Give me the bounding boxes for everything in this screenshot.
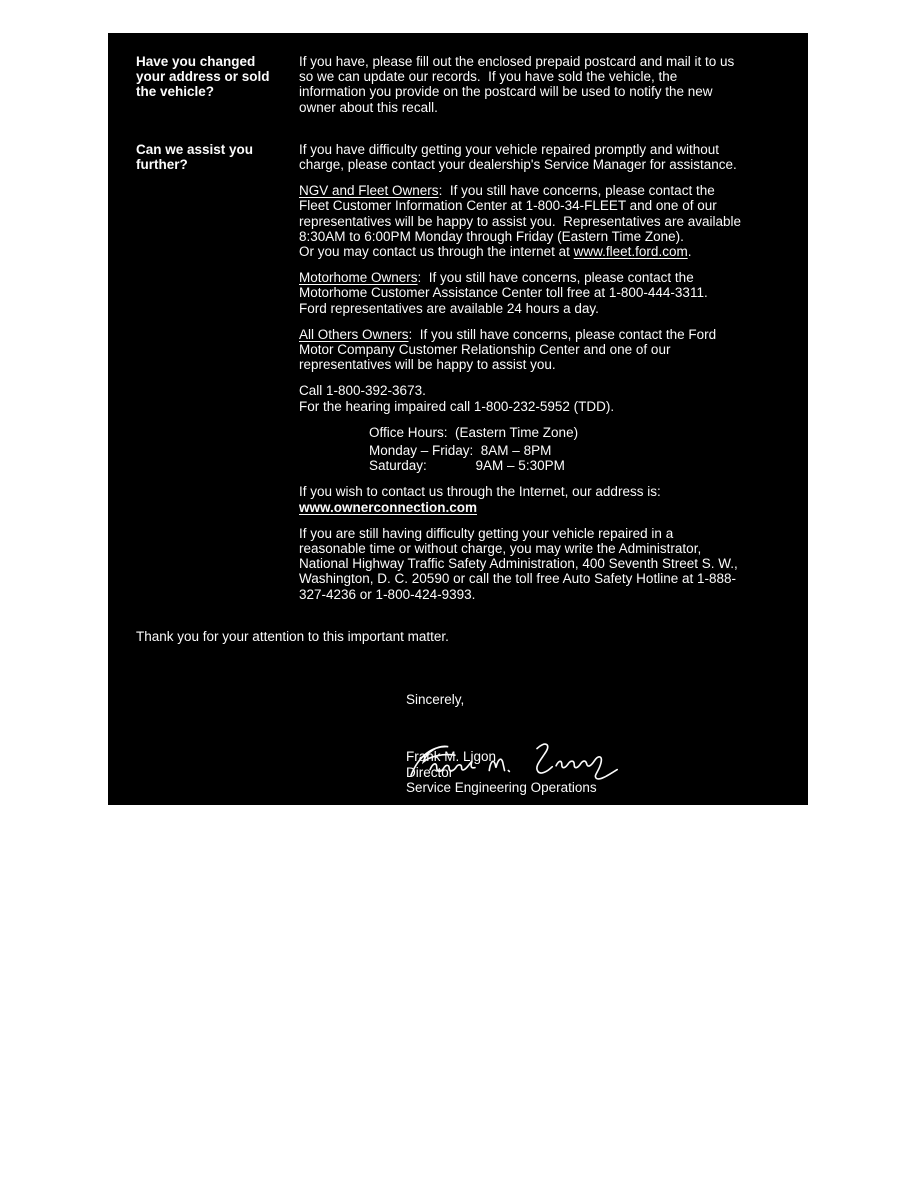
- ownerconnection-url-text: www.ownerconnection.com: [299, 499, 478, 515]
- text-line: [299, 214, 784, 229]
- signer-title: Director: [406, 764, 454, 780]
- text-segment: charge, please contact your dealership's Service Manager for assistance.: [299, 157, 737, 173]
- text-segment: If you are still having difficulty getting your vehicle repaired in a: [299, 525, 674, 541]
- paragraph: [369, 425, 784, 440]
- text-line: [299, 541, 784, 556]
- text-line: [299, 142, 784, 157]
- fleet-ford-url-text: www.fleet.ford.com: [573, 244, 688, 260]
- section-heading: [136, 142, 299, 613]
- paragraph: [299, 270, 784, 316]
- paragraph: [299, 327, 784, 373]
- signature-image: [406, 707, 784, 749]
- text-segment: 327-4236 or 1-800-424-9393.: [299, 586, 476, 602]
- text-line: [299, 69, 784, 84]
- text-segment: Saturday: 9AM – 5:30PM: [369, 458, 565, 474]
- text-segment: If you have, please fill out the enclosed prepaid postcard and mail it to us: [299, 54, 735, 69]
- text-line: [299, 556, 784, 571]
- text-segment: Office Hours: (Eastern Time Zone): [369, 424, 579, 440]
- text-line: [299, 587, 784, 602]
- text-line: [299, 383, 784, 398]
- text-segment: : If you still have concerns, please contact the: [417, 270, 694, 286]
- section-heading: [136, 54, 299, 126]
- text-line: [299, 342, 784, 357]
- motorhome-owners-label: Motorhome Owners: [299, 270, 418, 286]
- text-line: [299, 484, 784, 499]
- heading-line: Have you changed: [136, 54, 256, 69]
- paragraph: [299, 526, 784, 602]
- text-line: [369, 425, 784, 440]
- letter-section: [136, 54, 784, 126]
- text-line: [369, 458, 784, 473]
- text-segment: representatives will be happy to assist you.: [299, 357, 556, 373]
- text-segment: : If you still have concerns, please contact the Ford: [408, 326, 717, 342]
- text-segment: For the hearing impaired call 1-800-232-5952 (TDD).: [299, 398, 615, 414]
- text-segment: Motorhome Customer Assistance Center toll free at 1-800-444-3311.: [299, 285, 708, 301]
- text-line: [299, 157, 784, 172]
- paragraph: [299, 183, 784, 259]
- salutation: Sincerely,: [406, 692, 465, 708]
- text-line: [299, 100, 784, 115]
- heading-line: the vehicle?: [136, 84, 215, 100]
- ngv-fleet-owners-label: NGV and Fleet Owners: [299, 183, 439, 199]
- signer-name: Frank M. Ligon: [406, 749, 497, 765]
- text-segment: 8:30AM to 6:00PM Monday through Friday (Eastern Time Zone).: [299, 228, 684, 244]
- text-line: [299, 399, 784, 414]
- text-segment: information you provide on the postcard will be used to notify the new: [299, 84, 713, 100]
- paragraph: [299, 484, 784, 514]
- text-segment: reasonable time or without charge, you may write the Administrator,: [299, 541, 702, 557]
- heading-line: further?: [136, 157, 188, 173]
- text-segment: Or you may contact us through the internet at: [299, 244, 574, 260]
- text-line: [369, 443, 784, 458]
- paragraph: [299, 383, 784, 413]
- closing-text: Thank you for your attention to this important matter.: [136, 628, 449, 644]
- paragraph: [369, 443, 784, 473]
- text-line: [299, 198, 784, 213]
- text-line: [299, 327, 784, 342]
- text-segment: so we can update our records. If you have sold the vehicle, the: [299, 69, 678, 85]
- letter-sections: [136, 54, 784, 613]
- text-line: [299, 54, 784, 69]
- text-segment: Fleet Customer Information Center at 1-800-34-FLEET and one of our: [299, 198, 717, 214]
- text-line: [299, 270, 784, 285]
- text-segment: If you have difficulty getting your vehicle repaired promptly and without: [299, 141, 719, 157]
- text-line: [299, 183, 784, 198]
- text-line: [299, 301, 784, 316]
- letter-section: [136, 142, 784, 613]
- text-segment: National Highway Traffic Safety Administration, 400 Seventh Street S. W.,: [299, 556, 738, 572]
- text-segment: Washington, D. C. 20590 or call the toll free Auto Safety Hotline at 1-888-: [299, 571, 736, 587]
- text-line: [299, 285, 784, 300]
- text-line: [299, 84, 784, 99]
- heading-line: your address or sold: [136, 69, 270, 85]
- text-segment: : If you still have concerns, please contact the: [438, 183, 715, 199]
- all-others-owners-label: All Others Owners: [299, 326, 409, 342]
- letter-document: [108, 33, 808, 805]
- section-body: [299, 54, 784, 126]
- paragraph: [299, 142, 784, 172]
- text-segment: If you wish to contact us through the Internet, our address is:: [299, 484, 661, 500]
- text-line: [299, 357, 784, 372]
- signer-department: Service Engineering Operations: [406, 779, 597, 795]
- text-segment: Monday – Friday: 8AM – 8PM: [369, 443, 552, 459]
- text-segment: Ford representatives are available 24 hours a day.: [299, 300, 599, 316]
- text-segment: Call 1-800-392-3673.: [299, 383, 426, 399]
- text-segment: .: [687, 244, 692, 260]
- signoff-block: [406, 692, 784, 795]
- text-line: [299, 571, 784, 586]
- text-line: [299, 244, 784, 259]
- text-line: [299, 500, 784, 515]
- paragraph: [299, 54, 784, 115]
- text-segment: owner about this recall.: [299, 99, 438, 115]
- text-line: [299, 229, 784, 244]
- section-body: [299, 142, 784, 613]
- heading-line: Can we assist you: [136, 141, 254, 157]
- text-segment: representatives will be happy to assist you. Representatives are available: [299, 213, 741, 229]
- text-segment: Motor Company Customer Relationship Center and one of our: [299, 342, 671, 358]
- text-line: [299, 526, 784, 541]
